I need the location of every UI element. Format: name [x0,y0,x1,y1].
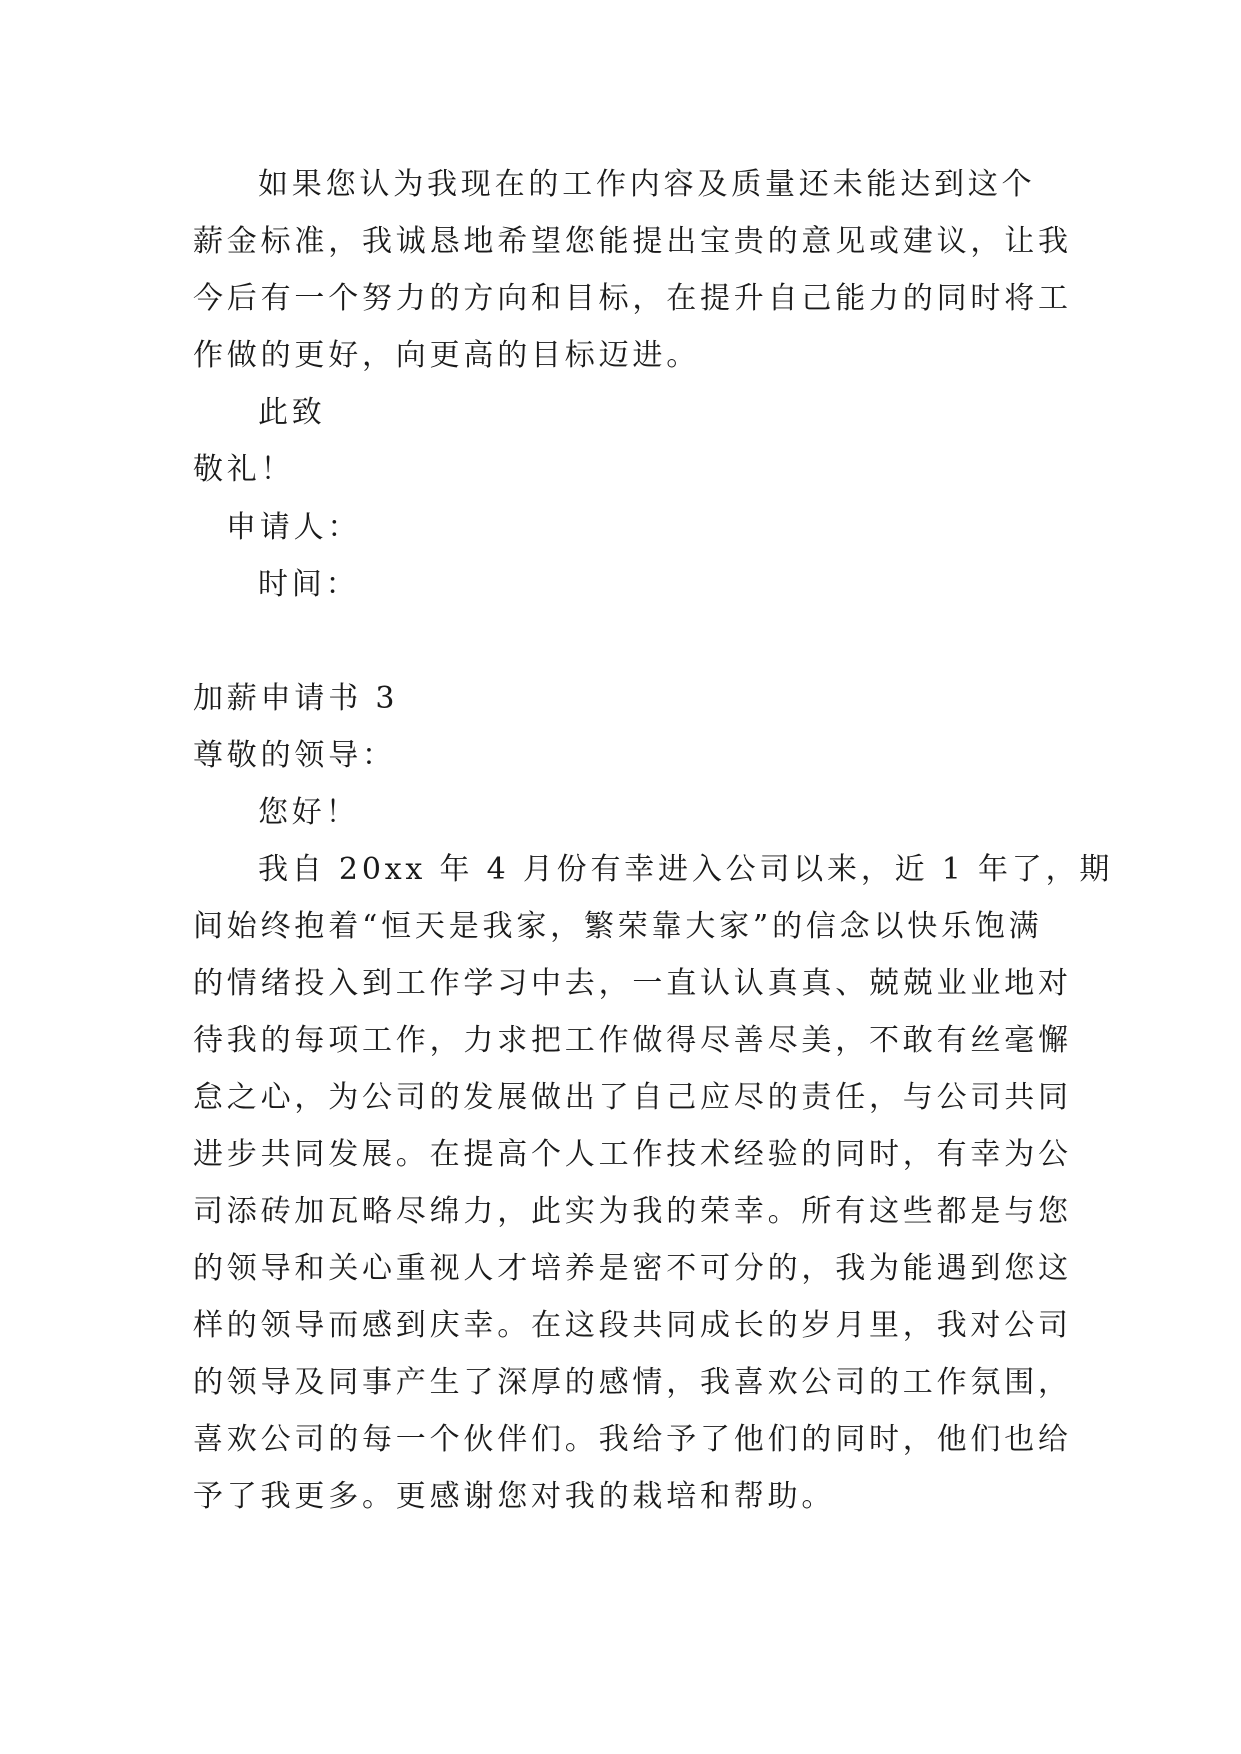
paragraph-line: 司添砖加瓦略尽绵力，此实为我的荣幸。所有这些都是与您 [193,1194,1072,1229]
paragraph-line: 我自 20xx 年 4 月份有幸进入公司以来，近 1 年了，期 [258,852,1114,887]
document-title: 加薪申请书 3 [193,681,399,716]
paragraph-line: 间始终抱着“恒天是我家，繁荣靠大家”的信念以快乐饱满 [193,909,1043,944]
greeting: 您好！ [258,795,360,830]
time-label: 时间： [258,567,360,602]
paragraph-line: 样的领导而感到庆幸。在这段共同成长的岁月里，我对公司 [193,1308,1072,1343]
paragraph-line: 喜欢公司的每一个伙伴们。我给予了他们的同时，他们也给 [193,1422,1072,1457]
paragraph-line: 进步共同发展。在提高个人工作技术经验的同时，有幸为公 [193,1137,1072,1172]
paragraph-line: 薪金标准，我诚恳地希望您能提出宝贵的意见或建议，让我 [193,224,1072,259]
paragraph-line: 的领导和关心重视人才培养是密不可分的，我为能遇到您这 [193,1251,1072,1286]
closing-cizhi: 此致 [258,395,326,430]
salutation: 尊敬的领导： [193,738,396,773]
paragraph-line: 予了我更多。更感谢您对我的栽培和帮助。 [193,1479,836,1514]
applicant-label: 申请人： [226,510,362,545]
paragraph-line: 的领导及同事产生了深厚的感情，我喜欢公司的工作氛围， [193,1365,1072,1400]
closing-jingli: 敬礼！ [193,452,295,487]
paragraph-line: 待我的每项工作，力求把工作做得尽善尽美，不敢有丝毫懈 [193,1023,1072,1058]
paragraph-line: 今后有一个努力的方向和目标，在提升自己能力的同时将工 [193,281,1072,316]
paragraph-line: 如果您认为我现在的工作内容及质量还未能达到这个 [258,167,1036,202]
paragraph-line: 的情绪投入到工作学习中去，一直认认真真、兢兢业业地对 [193,966,1072,1001]
paragraph-line: 作做的更好，向更高的目标迈进。 [193,338,700,373]
paragraph-line: 怠之心，为公司的发展做出了自己应尽的责任，与公司共同 [193,1080,1072,1115]
